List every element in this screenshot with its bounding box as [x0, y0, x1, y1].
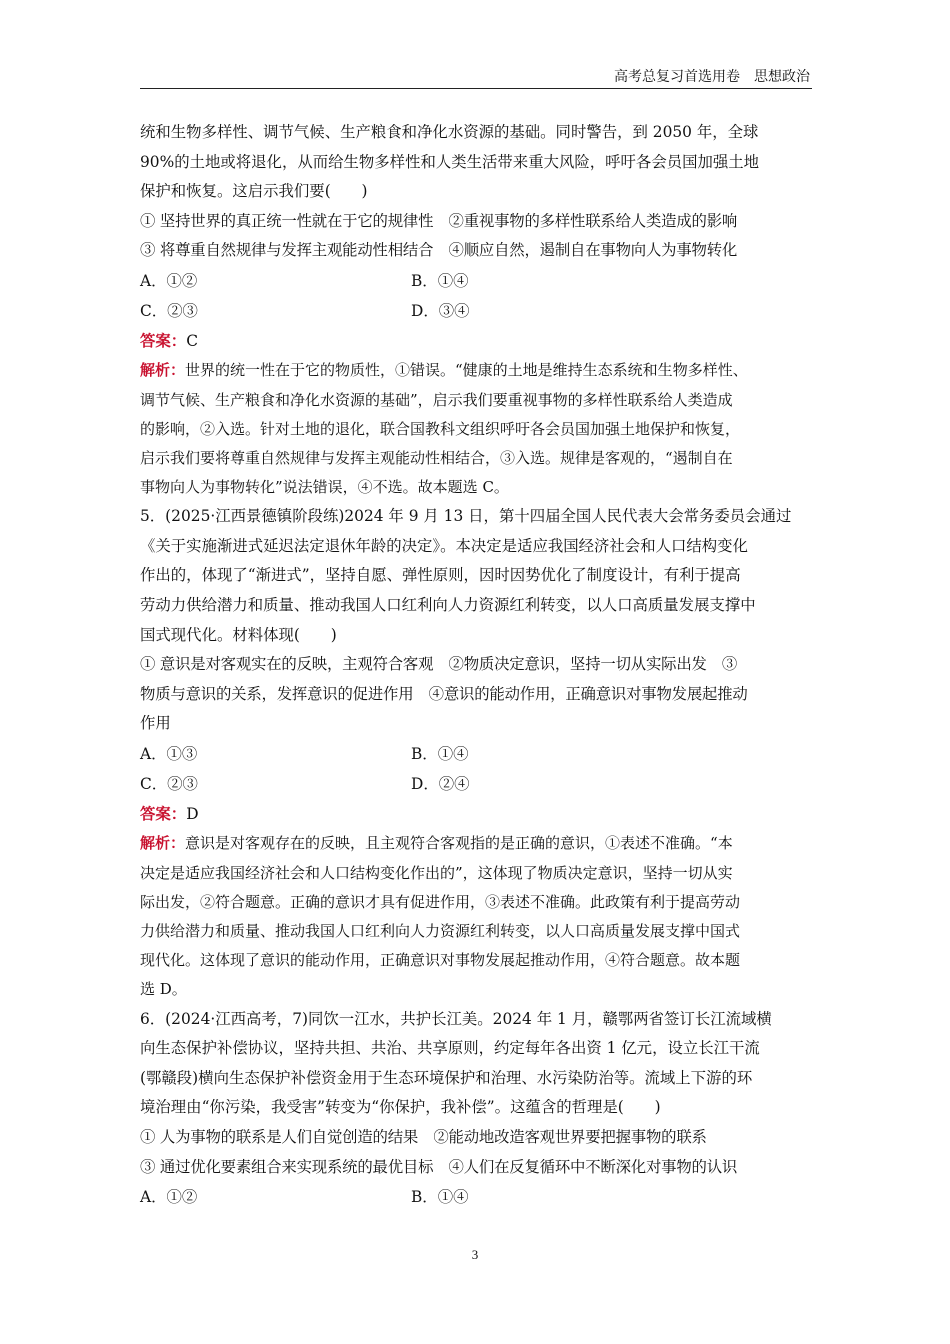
analysis-line: [140, 356, 812, 385]
analysis-line: 现代化。这体现了意识的能动作用，正确意识对事物发展起推动作用，④符合题意。故本题: [140, 951, 741, 970]
option-a: A．①②: [140, 271, 198, 290]
option-row: [140, 739, 812, 769]
question-line: 作出的，体现了“渐进式”，坚持自愿、弹性原则，因时因势优化了制度设计，有利于提高: [140, 566, 741, 585]
analysis-text: 世界的统一性在于它的物质性，①错误。“健康的土地是维持生态系统和生物多样性、: [185, 361, 748, 380]
page-header: [140, 66, 812, 89]
analysis-line: 决定是适应我国经济社会和人口结构变化作出的”，这体现了物质决定意识，坚持一切从实: [140, 863, 733, 882]
statement-item: 作用: [140, 714, 171, 733]
option-row: [140, 296, 812, 326]
question-line: 5．(2025·江西景德镇阶段练)2024 年 9 月 13 日，第十四届全国人民代表大会常务委员会通过: [140, 507, 792, 526]
option-row: [140, 1182, 812, 1212]
option-c: C．②③: [140, 775, 198, 794]
analysis-line: 际出发，②符合题意。正确的意识才具有促进作用，③表述不准确。此政策有利于提高劳动: [140, 892, 741, 911]
answer-line: [140, 800, 812, 830]
question-5: [140, 502, 812, 1004]
question-line: 统和生物多样性、调节气候、生产粮食和净化水资源的基础。同时警告，到 2050 年，全球: [140, 123, 759, 141]
analysis-line: 启示我们要将尊重自然规律与发挥主观能动性相结合，③入选。规律是客观的，“遏制自在: [140, 448, 733, 467]
analysis-line: 选 D。: [140, 980, 187, 999]
question-line: 6．(2024·江西高考，7)同饮一江水，共护长江美。2024 年 1 月，赣鄂两省签订长江流域横: [140, 1009, 772, 1028]
option-b: B．①④: [411, 1188, 469, 1207]
statement-item: ① 坚持世界的真正统一性就在于它的规律性 ②重视事物的多样性联系给人类造成的影响: [140, 211, 738, 230]
question-line: 90%的土地或将退化，从而给生物多样性和人类生活带来重大风险，呼吁各会员国加强土地: [140, 152, 760, 171]
analysis-line: 的影响，②入选。针对土地的退化，联合国教科文组织呼吁各会员国加强土地保护和恢复，: [140, 419, 741, 438]
analysis-text: 意识是对客观存在的反映，且主观符合客观指的是正确的意识，①表述不准确。“本: [185, 834, 733, 853]
statement-item: 物质与意识的关系，发挥意识的促进作用 ④意识的能动作用，正确意识对事物发展起推动: [140, 684, 748, 703]
answer-label: 答案：: [140, 804, 187, 823]
analysis: [140, 356, 812, 502]
question-line: 劳动力供给潜力和质量、推动我国人口红利向人力资源红利转变，以人口高质量发展支撑中: [140, 596, 756, 615]
analysis-label: 解析：: [140, 361, 186, 380]
statement-item: ③ 将尊重自然规律与发挥主观能动性相结合 ④顺应自然，遏制自在事物向人为事物转化: [140, 241, 738, 260]
option-b: B．①④: [411, 271, 469, 290]
analysis-line: [140, 829, 812, 858]
page-content: [140, 118, 812, 1212]
answer-label: 答案：: [140, 331, 187, 350]
analysis: [140, 829, 812, 1004]
option-row: [140, 266, 812, 296]
question-line: 向生态保护补偿协议，坚持共担、共治、共享原则，约定每年各出资 1 亿元，设立长江干流: [140, 1039, 760, 1058]
option-b: B．①④: [411, 745, 469, 764]
question-line: 《关于实施渐进式延迟法定退休年龄的决定》。本决定是适应我国经济社会和人口结构变化: [140, 536, 748, 555]
question-6: [140, 1005, 812, 1213]
analysis-line: 事物向人为事物转化”说法错误，④不选。故本题选 C。: [140, 478, 509, 497]
question-line: (鄂赣段)横向生态保护补偿资金用于生态环境保护和治理、水污染防治等。流域上下游的环: [140, 1068, 753, 1087]
option-c: C．②③: [140, 302, 198, 321]
question-line: 国式现代化。材料体现( ): [140, 625, 337, 644]
answer-line: [140, 327, 812, 357]
option-a: A．①②: [140, 1188, 198, 1207]
header-title: 高考总复习首选用卷 思想政治: [614, 69, 810, 85]
page-number: 3: [471, 1247, 479, 1262]
statement-item: ① 意识是对客观实在的反映，主观符合客观 ②物质决定意识，坚持一切从实际出发 ③: [140, 655, 738, 674]
option-d: D．③④: [411, 302, 470, 321]
question-line: 保护和恢复。这启示我们要( ): [140, 182, 368, 201]
option-d: D．②④: [411, 775, 470, 794]
option-a: A．①③: [140, 745, 198, 764]
answer-value: D: [186, 804, 199, 823]
statement-item: ③ 通过优化要素组合来实现系统的最优目标 ④人们在反复循环中不断深化对事物的认识: [140, 1157, 738, 1176]
statement-item: ① 人为事物的联系是人们自觉创造的结果 ②能动地改造客观世界要把握事物的联系: [140, 1127, 707, 1146]
analysis-line: 调节气候、生产粮食和净化水资源的基础”，启示我们要重视事物的多样性联系给人类造成: [140, 390, 733, 409]
question-line: 境治理由“你污染，我受害”转变为“你保护，我补偿”。这蕴含的哲理是( ): [140, 1098, 661, 1117]
analysis-line: 力供给潜力和质量、推动我国人口红利向人力资源红利转变，以人口高质量发展支撑中国式: [140, 921, 741, 940]
answer-value: C: [186, 331, 198, 350]
analysis-label: 解析：: [140, 834, 186, 853]
option-row: [140, 769, 812, 799]
question-4-continuation: [140, 118, 812, 502]
